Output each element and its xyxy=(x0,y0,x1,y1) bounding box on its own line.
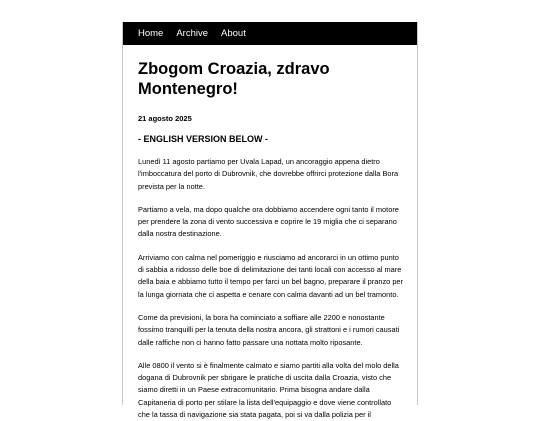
nav-home-link[interactable]: Home xyxy=(138,28,164,39)
top-nav xyxy=(123,22,417,45)
post-title: Zbogom Croazia, zdravo Montenegro! xyxy=(138,60,330,98)
post-article xyxy=(123,45,417,421)
post-date: 21 agosto 2025 xyxy=(138,114,192,123)
post-paragraph: Arriviamo con calma nel pomeriggio e riusciamo ad ancorarci in un ottimo punto di sabbia a ridosso delle boe di delimitazione dei tanti locali con accesso al mare della baia e abbiamo tutto il tempo per farci un bel bagno, preparare il pranzo per la lunga giornata che ci aspetta e cenare con calma davanti ad un bel tramonto. xyxy=(138,252,403,299)
blog-page xyxy=(122,22,418,420)
english-version-note: - ENGLISH VERSION BELOW - xyxy=(138,134,269,144)
post-paragraph: Lunedì 11 agosto partiamo per Uvala Lapad, un ancoraggio appena dietro l'imboccatura del porto di Dubrovnik, che dovrebbe offrirci protezione dalla Bora prevista per la notte. xyxy=(138,157,399,191)
post-paragraph: Alle 0800 il vento si è finalmente calmato e siamo partiti alla volta del molo della dogana di Dubrovnik per sbrigare le pratiche di uscita dalla Croazia, visto che siamo diretti in un Paese extracomunitario. Prima bisogna andare dalla Capitaneria di porto per stilare la lista dell'equipaggio e dove viene controllato che la tassa di navigazione sia stata pagata, poi si va dalla polizia per il xyxy=(138,360,399,420)
post-paragraph: Come da previsioni, la bora ha cominciato a soffiare alle 2200 e nonostante fossimo tranquilli per la tenuta della nostra ancora, gli strattoni e i rumori causati dalle raffiche non ci hanno fatto passare una nottata molto riposante. xyxy=(138,312,400,347)
post-paragraph: Partiamo a vela, ma dopo qualche ora dobbiamo accendere ogni tanto il motore per prendere la zona di vento successiva e coprire le 19 miglia che ci separano dalla nostra destinazione. xyxy=(138,204,399,239)
nav-archive-link[interactable]: Archive xyxy=(176,28,209,39)
nav-about-link[interactable]: About xyxy=(221,28,246,39)
